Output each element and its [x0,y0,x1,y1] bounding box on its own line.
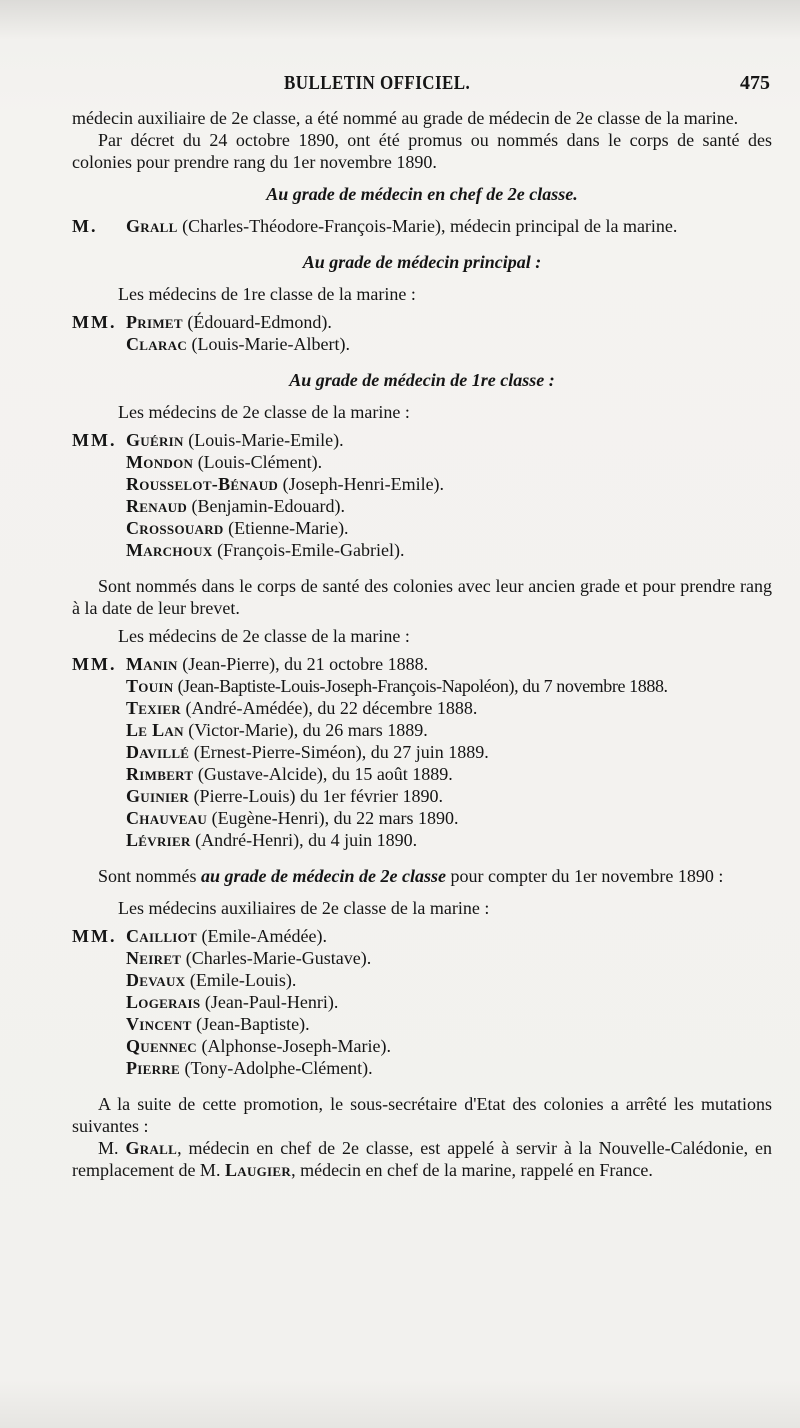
list-item [72,517,772,539]
list-item [72,1013,772,1035]
page-header [82,72,770,102]
entry-surname: Grall [125,1138,178,1158]
entry-details: (Gustave-Alcide), du 15 août 1889. [197,764,453,784]
entry-surname: Lévrier [126,830,191,850]
list-item [72,675,772,697]
list-item [72,991,772,1013]
heading-medecin-en-chef: Au grade de médecin en chef de 2e classe. [266,184,578,204]
entry-details: (Victor-Marie), du 26 mars 1889. [188,720,428,740]
entry-surname: Chauveau [126,808,208,828]
list-item [72,451,772,473]
list-item [72,807,772,829]
list-item [72,741,772,763]
list-item [72,539,772,561]
entry-details: (André-Henri), du 4 juin 1890. [195,830,418,850]
list-item [72,1057,772,1079]
entry-surname: Pierre [126,1058,180,1078]
entry-surname: Clarac [126,334,188,354]
entry-surname: Texier [126,698,181,718]
intro-end: pour compter du 1er novembre 1890 : [450,866,724,886]
entry-surname: Vincent [126,1014,192,1034]
entry-surname: Davillé [126,742,190,762]
appointment-end: , médecin en chef de la marine, rappelé en France. [291,1160,653,1180]
entry-surname: Primet [126,312,183,332]
heading-medecin-principal: Au grade de médecin principal : [302,252,542,272]
document-body [72,107,772,1181]
list-item [72,969,772,991]
paragraph-continuation: médecin auxiliaire de 2e classe, a été nommé au grade de médecin de 2e classe de la marine. [72,108,739,128]
entry-details: (Charles-Marie-Gustave). [185,948,372,968]
paragraph-mutations: A la suite de cette promotion, le sous-secrétaire d'Etat des colonies a arrêté les mutations suivantes : [72,1094,772,1136]
entry-details: (Louis-Marie-Emile). [188,430,344,450]
entry-details: (Charles-Théodore-François-Marie), médecin principal de la marine. [182,216,678,236]
entry-surname: Renaud [126,496,188,516]
intro-start: Sont nommés [98,866,197,886]
page-number: 475 [740,72,770,94]
entry-details: (Jean-Baptiste). [196,1014,310,1034]
entry-surname: Le Lan [126,720,184,740]
entry-prefix: MM. [72,926,117,946]
list-item [72,947,772,969]
list-item [72,653,772,675]
entry-prefix: MM. [72,654,117,674]
list-item [72,1035,772,1057]
entry-details: (Eugène-Henri), du 22 mars 1890. [211,808,459,828]
entry-surname: Neiret [126,948,182,968]
group-lead: Les médecins de 1re classe de la marine : [118,284,416,304]
list-item [72,829,772,851]
entry-details: (Jean-Pierre), du 21 octobre 1888. [182,654,429,674]
entry-details: (Etienne-Marie). [228,518,349,538]
entry-details: (Édouard-Edmond). [187,312,332,332]
list-item [72,311,772,333]
list-item [72,785,772,807]
entry-surname: Marchoux [126,540,213,560]
entry-details: (Emile-Amédée). [201,926,327,946]
paragraph-nomination [72,865,772,887]
appointment-text: , médecin en chef de 2e classe, est appelé à servir à la Nouvelle-Calédonie, en remplacement de M. [72,1138,773,1180]
entry-surname: Logerais [126,992,201,1012]
heading-medecin-1re-classe: Au grade de médecin de 1re classe : [289,370,555,390]
entry-details: (François-Emile-Gabriel). [217,540,405,560]
entry-prefix: MM. [72,312,117,332]
group-lead: Les médecins de 2e classe de la marine : [118,626,410,646]
entry-surname: Guinier [126,786,190,806]
entry-surname: Crossouard [126,518,224,538]
entry-prefix: M. [98,1138,119,1158]
list-item [72,719,772,741]
entry-details: (Louis-Marie-Albert). [191,334,350,354]
intro-italic: au grade de médecin de 2e classe [201,866,446,886]
paragraph-appointment [72,1137,772,1181]
entry-details: (Emile-Louis). [189,970,297,990]
entry-details: (Jean-Paul-Henri). [204,992,339,1012]
entry-details: (André-Amédée), du 22 décembre 1888. [185,698,478,718]
entry-prefix: MM. [72,430,117,450]
entry-details: (Alphonse-Joseph-Marie). [201,1036,391,1056]
list-item [72,697,772,719]
paragraph-ancien-grade: Sont nommés dans le corps de santé des colonies avec leur ancien grade et pour prendre rang à la date de leur brevet. [72,576,772,618]
entry-surname: Rimbert [126,764,194,784]
entry-surname: Touin [126,676,174,696]
list-item [72,473,772,495]
group-lead: Les médecins de 2e classe de la marine : [118,402,410,422]
list-item [72,925,772,947]
entry-details: (Jean-Baptiste-Louis-Joseph-François-Napoléon), du 7 novembre 1888. [177,676,668,696]
entry-details: (Pierre-Louis) du 1er février 1890. [193,786,443,806]
list-item [72,763,772,785]
list-item [72,333,772,355]
entry-details: (Ernest-Pierre-Siméon), du 27 juin 1889. [193,742,489,762]
entry-surname: Cailliot [126,926,198,946]
entry-details: (Joseph-Henri-Emile). [282,474,445,494]
entry-surname: Mondon [126,452,194,472]
entry-grall [72,215,772,237]
list-item [72,429,772,451]
group-lead: Les médecins auxiliaires de 2e classe de la marine : [118,898,490,918]
entry-surname: Rousselot-Bénaud [126,474,279,494]
entry-surname: Laugier [224,1160,292,1180]
entry-surname: Quennec [126,1036,197,1056]
entry-details: (Benjamin-Edouard). [191,496,345,516]
entry-details: (Louis-Clément). [197,452,323,472]
entry-details: (Tony-Adolphe-Clément). [184,1058,373,1078]
paragraph-decree: Par décret du 24 octobre 1890, ont été promus ou nommés dans le corps de santé des colonies pour prendre rang du 1er novembre 1890. [72,130,772,172]
entry-surname: Manin [126,654,178,674]
entry-surname: Grall [126,216,178,236]
entry-surname: Guérin [126,430,184,450]
entry-surname: Devaux [126,970,186,990]
list-item [72,495,772,517]
entry-prefix: M. [72,216,98,236]
running-title: BULLETIN OFFICIEL. [284,72,471,94]
